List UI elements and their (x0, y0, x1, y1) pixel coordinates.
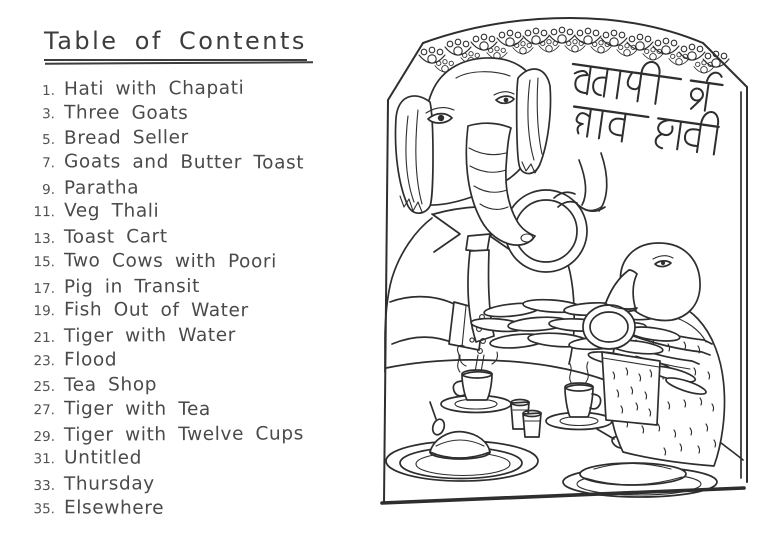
toc-entry (28, 324, 372, 351)
toc-entry-number: 25. (33, 379, 56, 396)
toc-entry (28, 373, 372, 400)
toc-entry-title: Tiger with Tea (63, 398, 211, 420)
toc-entry-number: 31. (33, 451, 56, 468)
toc-entry-number: 19. (33, 303, 56, 320)
toc-entry (28, 151, 372, 177)
toc-entry-title: Hati with Chapati (63, 77, 245, 100)
toc-entry-number: 17. (33, 280, 56, 297)
table-of-contents (0, 0, 372, 551)
toc-entry-title: Toast Cart (63, 226, 168, 248)
toc-entry (28, 299, 372, 325)
toc-entry-title: Paratha (63, 177, 140, 199)
toc-entry-title: Pig in Transit (63, 275, 201, 298)
toc-entry (28, 176, 372, 203)
toc-entry-title: Goats and Butter Toast (63, 151, 305, 174)
toc-entry-number: 21. (33, 329, 56, 346)
toc-entry (28, 447, 372, 473)
toc-entry (28, 77, 372, 104)
toc-entry-number: 27. (33, 402, 56, 419)
toc-entry-title: Veg Thali (63, 200, 160, 223)
bread-right (580, 463, 686, 485)
toc-entry (28, 423, 372, 450)
toc-entry-number: 33. (33, 477, 56, 495)
toc-entry-number: 5. (42, 132, 56, 149)
illustration-panel (370, 0, 768, 551)
toc-entry-title: Tiger with Twelve Cups (63, 422, 305, 446)
toc-list (0, 78, 372, 522)
toc-entry-title: Fish Out of Water (63, 299, 249, 322)
toc-entry (28, 398, 372, 424)
book-illustration (370, 0, 768, 551)
toc-entry-title: Tea Shop (63, 374, 158, 397)
toc-entry-number: 1. (42, 82, 56, 99)
toc-entry (28, 102, 372, 128)
toc-entry-number: 35. (33, 500, 56, 517)
toc-entry (28, 225, 372, 252)
toc-entry-title: Two Cows with Poori (63, 250, 277, 273)
toc-entry-number: 13. (33, 231, 56, 248)
toc-entry-title: Bread Seller (63, 127, 189, 150)
toc-entry (28, 349, 372, 375)
toc-entry-number: 9. (42, 181, 56, 198)
toc-entry-title: Flood (63, 348, 118, 371)
toc-entry (28, 497, 372, 523)
toc-entry-title: Thursday (63, 473, 155, 495)
toc-entry-title: Tiger with Water (63, 324, 236, 347)
toc-entry (28, 472, 372, 499)
toc-entry (28, 250, 372, 276)
toc-entry-number: 29. (33, 428, 56, 445)
toc-entry (28, 126, 372, 153)
toc-entry-number: 7. (42, 155, 56, 172)
toc-entry-title: Elsewhere (63, 496, 165, 519)
toc-entry-number: 3. (42, 105, 56, 122)
toc-entry-title: Three Goats (63, 101, 189, 124)
toc-entry-title: Untitled (63, 447, 143, 470)
toc-entry-number: 15. (33, 253, 56, 271)
chapati-box (602, 352, 660, 425)
toc-entry (28, 201, 372, 227)
toc-entry-number: 11. (33, 204, 56, 221)
toc-entry (28, 274, 372, 301)
toc-entry-number: 23. (33, 352, 56, 369)
toc-title: Table of Contents (44, 27, 307, 61)
